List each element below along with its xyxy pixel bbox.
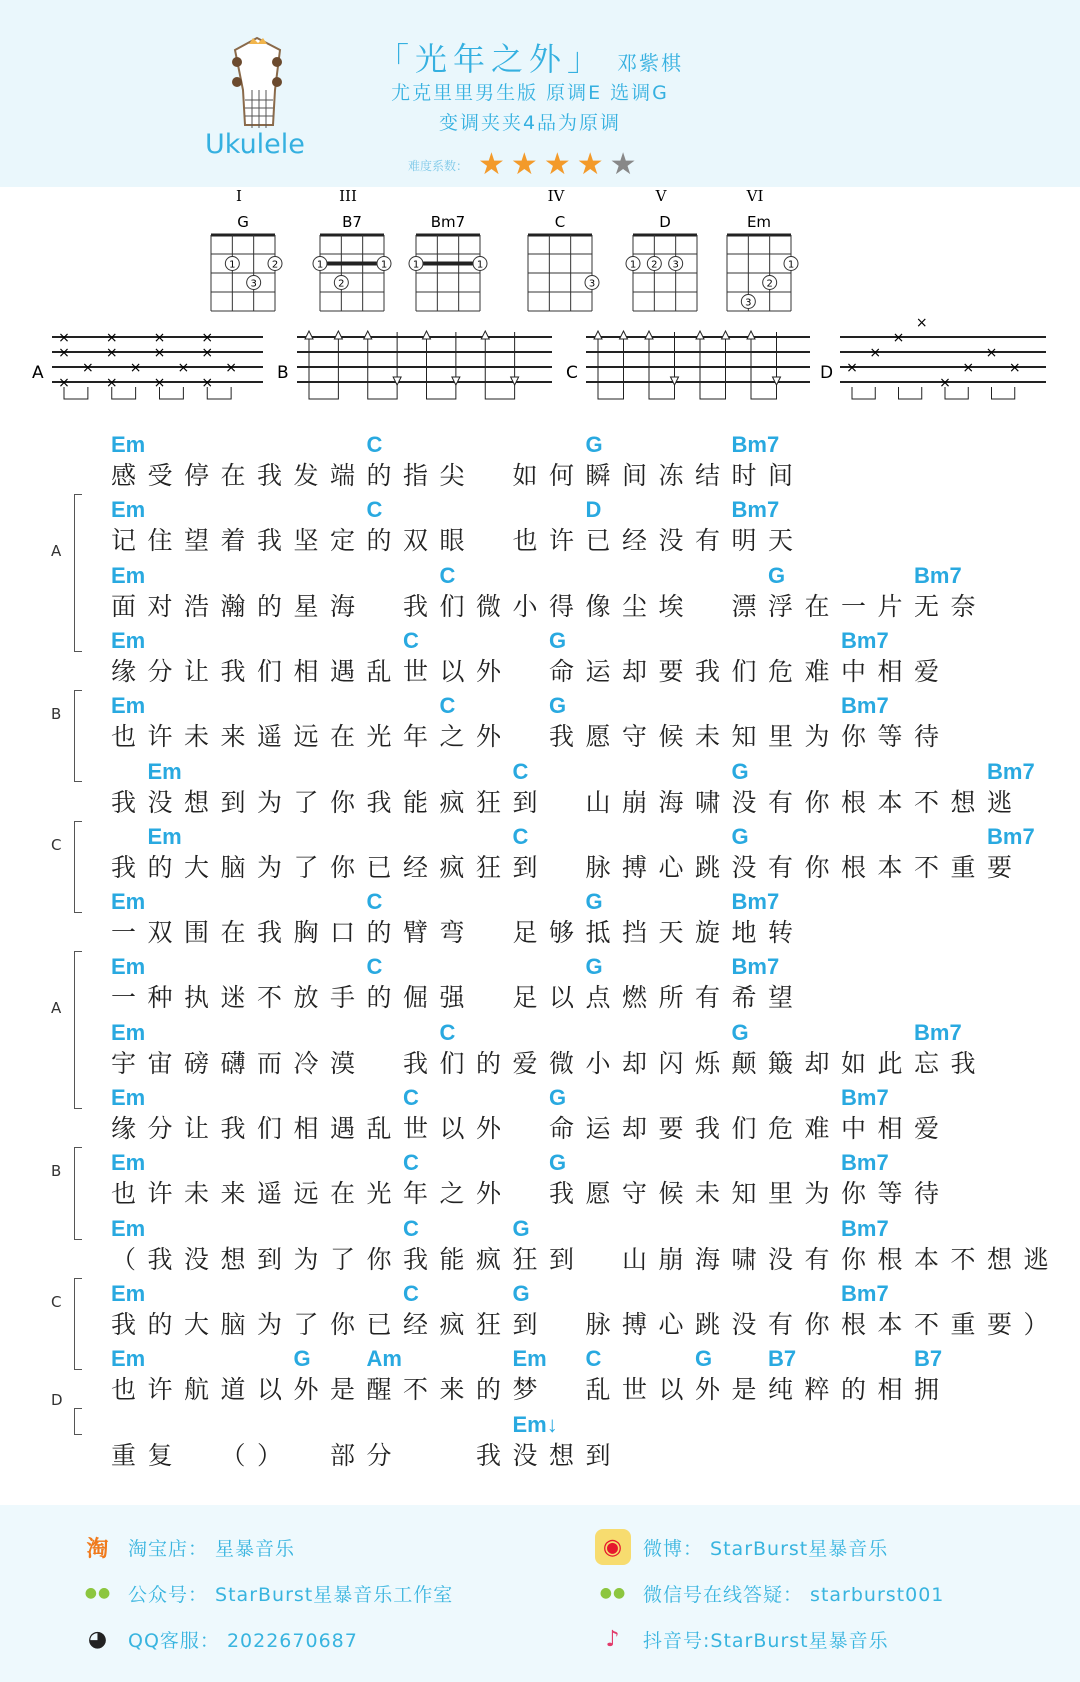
chord-label: Em bbox=[111, 954, 146, 980]
lyric-line bbox=[111, 693, 1071, 759]
svg-text:2: 2 bbox=[271, 259, 279, 271]
lyric-text: 重 复 （ ） 部 分 我 没 想 到 bbox=[111, 1440, 611, 1470]
chord-label: Em bbox=[111, 1215, 146, 1241]
chord-label: Bm7 bbox=[731, 954, 780, 980]
chord-label: Bm7 bbox=[731, 497, 780, 523]
chord-label: D bbox=[585, 497, 602, 523]
star-filled-icon: ★ bbox=[510, 147, 538, 182]
section-bracket bbox=[74, 1147, 82, 1240]
lyric-line bbox=[111, 497, 1071, 563]
svg-text:×: × bbox=[153, 345, 166, 361]
svg-text:×: × bbox=[225, 360, 237, 376]
svg-text:2: 2 bbox=[766, 278, 773, 290]
svg-text:1: 1 bbox=[229, 259, 236, 271]
chord-label: Em bbox=[147, 823, 182, 849]
svg-text:×: × bbox=[869, 345, 882, 361]
contact-item bbox=[595, 1529, 888, 1565]
svg-text:×: × bbox=[962, 360, 975, 376]
chord-label: C bbox=[366, 432, 383, 457]
contact-text: 抖音号:StarBurst星暴音乐 bbox=[643, 1629, 889, 1652]
chord-label: G bbox=[549, 1085, 567, 1110]
svg-text:×: × bbox=[201, 345, 214, 361]
lyric-line bbox=[111, 1346, 1071, 1412]
lyric-text: 宇 宙 磅 礴 而 冷 漠 我 们 的 爱 微 小 却 闪 烁 颠 簸 却 如 此 忘 我 bbox=[111, 1048, 976, 1078]
chord-diagram-D bbox=[626, 187, 697, 311]
chord-label: Em bbox=[111, 627, 146, 653]
qq-icon: ◕ bbox=[87, 1626, 109, 1652]
lyric-line bbox=[111, 1216, 1071, 1282]
title-text: 「光年之外」 bbox=[376, 40, 605, 78]
lyric-line bbox=[111, 954, 1071, 1020]
chord-label: Bm7 bbox=[841, 1215, 889, 1241]
lyric-text: 感 受 停 在 我 发 端 的 指 尖 如 何 瞬 间 冻 结 时 间 bbox=[111, 461, 794, 490]
wechat-icon: ●● bbox=[599, 1585, 627, 1601]
svg-text:×: × bbox=[58, 375, 70, 391]
lyric-text: 记 住 望 着 我 坚 定 的 双 眼 也 许 已 经 没 有 明 天 bbox=[111, 526, 794, 556]
chord-label: Bm7 bbox=[731, 889, 780, 915]
chord-label: C bbox=[585, 1346, 602, 1372]
strum-pattern-C bbox=[566, 331, 810, 399]
song-title bbox=[0, 34, 1070, 80]
svg-text:×: × bbox=[915, 315, 928, 331]
svg-text:1: 1 bbox=[629, 259, 637, 271]
lyric-text: 我 没 想 到 为 了 你 我 能 疯 狂 到 山 崩 海 啸 没 有 你 根 本 不 想 逃 bbox=[111, 787, 1013, 817]
svg-text:3: 3 bbox=[745, 297, 752, 309]
contact-text: 微信号在线答疑： starburst001 bbox=[643, 1583, 945, 1606]
svg-text:×: × bbox=[201, 375, 214, 391]
lyric-text: 也 许 未 来 遥 远 在 光 年 之 外 我 愿 守 候 未 知 里 为 你 等 待 bbox=[111, 722, 940, 752]
lyric-text: 缘 分 让 我 们 相 遇 乱 世 以 外 命 运 却 要 我 们 危 难 中 相 爱 bbox=[111, 1114, 940, 1143]
strum-label: A bbox=[32, 363, 44, 383]
header bbox=[0, 0, 1080, 187]
contact-text: 淘宝店： 星暴音乐 bbox=[128, 1537, 296, 1560]
lyric-text: （ 我 没 想 到 为 了 你 我 能 疯 狂 到 山 崩 海 啸 没 有 你 根 本 不 想 逃 bbox=[111, 1244, 1049, 1274]
chord-name: G bbox=[237, 213, 249, 231]
taobao-icon: 淘 bbox=[86, 1536, 110, 1562]
contact-text: QQ客服： 2022670687 bbox=[128, 1629, 358, 1652]
lyric-text: 一 种 执 迷 不 放 手 的 倔 强 足 以 点 燃 所 有 希 望 bbox=[111, 983, 794, 1013]
chord-label: G bbox=[731, 823, 749, 849]
chord-diagram-Bm7 bbox=[409, 213, 487, 311]
chord-label: C bbox=[439, 693, 456, 719]
lyric-line bbox=[111, 628, 1071, 694]
version-info: 尤克里里男生版 原调E 选调G bbox=[391, 82, 669, 104]
chord-label: G bbox=[731, 758, 749, 784]
chord-label: Bm7 bbox=[914, 562, 962, 588]
section-bracket bbox=[74, 1278, 82, 1371]
svg-text:3: 3 bbox=[672, 259, 679, 271]
chord-name: C bbox=[554, 213, 566, 231]
chord-label: Em bbox=[111, 1346, 146, 1372]
chord-label: Am bbox=[366, 1346, 402, 1372]
svg-text:1: 1 bbox=[787, 259, 795, 271]
section-bracket bbox=[74, 1408, 82, 1435]
svg-text:×: × bbox=[105, 345, 118, 361]
chord-label: Em bbox=[147, 758, 182, 784]
chord-label: C bbox=[512, 758, 529, 784]
chord-label: Em bbox=[111, 1085, 146, 1110]
svg-text:1: 1 bbox=[316, 259, 324, 271]
artist: 邓紫棋 bbox=[617, 51, 683, 75]
chord-diagram-G bbox=[211, 187, 282, 311]
chord-label: Bm7 bbox=[987, 758, 1035, 784]
difficulty-label: 难度系数： bbox=[408, 158, 469, 173]
douyin-icon: ♪ bbox=[605, 1626, 621, 1652]
chord-label: G bbox=[585, 889, 603, 915]
chord-label: G bbox=[695, 1346, 713, 1372]
chord-label: Em bbox=[111, 1150, 146, 1176]
chord-label: G bbox=[585, 432, 603, 457]
svg-text:×: × bbox=[1008, 360, 1021, 376]
lyric-text: 我 的 大 脑 为 了 你 已 经 疯 狂 到 脉 搏 心 跳 没 有 你 根 本 不 重 要 ） bbox=[111, 1309, 1049, 1339]
chord-label: Em bbox=[111, 432, 146, 457]
chord-label: G bbox=[549, 627, 567, 653]
svg-text:×: × bbox=[129, 360, 142, 376]
chord-diagram-B7 bbox=[313, 187, 391, 311]
strum-pattern-B bbox=[277, 331, 552, 399]
svg-text:2: 2 bbox=[338, 278, 345, 290]
chord-label: G bbox=[293, 1346, 311, 1372]
chord-degree: I bbox=[236, 187, 242, 205]
contact-text: 公众号： StarBurst星暴音乐工作室 bbox=[128, 1583, 454, 1606]
chord-label: Bm7 bbox=[841, 1150, 889, 1176]
section-bracket bbox=[74, 821, 82, 914]
contact-text: 微博： StarBurst星暴音乐 bbox=[643, 1537, 889, 1560]
chord-degree: V bbox=[655, 187, 667, 205]
chord-label: G bbox=[549, 1150, 567, 1176]
section-bracket bbox=[74, 690, 82, 783]
lyric-line bbox=[111, 563, 1071, 629]
svg-text:3: 3 bbox=[250, 278, 257, 290]
svg-text:×: × bbox=[201, 330, 214, 346]
lyric-line bbox=[111, 889, 1071, 955]
chord-label: C bbox=[439, 1019, 456, 1045]
chord-name: Em bbox=[746, 213, 772, 231]
section-label: C bbox=[51, 835, 62, 854]
chord-label: Bm7 bbox=[841, 627, 889, 653]
chord-label: Bm7 bbox=[914, 1019, 962, 1045]
chord-diagram-C bbox=[528, 187, 599, 311]
difficulty-rating bbox=[408, 147, 637, 182]
lyric-line bbox=[111, 432, 1071, 498]
chord-degree: III bbox=[339, 187, 357, 205]
section-bracket bbox=[74, 951, 82, 1109]
svg-text:×: × bbox=[846, 360, 858, 376]
lyric-text: 缘 分 让 我 们 相 遇 乱 世 以 外 命 运 却 要 我 们 危 难 中 相 爱 bbox=[111, 656, 940, 686]
chord-label: C bbox=[403, 1280, 419, 1306]
weibo-icon: ◉ bbox=[595, 1529, 631, 1565]
chord-diagram-Em bbox=[727, 187, 798, 311]
svg-text:×: × bbox=[153, 330, 166, 346]
lyric-line bbox=[111, 1020, 1071, 1086]
chord-label: B7 bbox=[768, 1346, 797, 1372]
chord-label: Em↓ bbox=[512, 1411, 558, 1437]
lyric-line bbox=[111, 1150, 1071, 1216]
svg-text:×: × bbox=[105, 375, 118, 391]
chord-label: Bm7 bbox=[841, 693, 889, 719]
strum-label: D bbox=[820, 363, 834, 383]
svg-text:1: 1 bbox=[476, 259, 484, 271]
section-label: B bbox=[51, 705, 62, 724]
chord-label: C bbox=[512, 823, 529, 849]
chord-label: C bbox=[403, 1215, 419, 1241]
star-filled-icon: ★ bbox=[543, 147, 571, 182]
contact-item bbox=[80, 1621, 358, 1657]
capo-info: 变调夹夹4品为原调 bbox=[438, 112, 622, 134]
chord-label: Em bbox=[512, 1346, 547, 1372]
chord-label: G bbox=[549, 693, 567, 719]
chord-name: B7 bbox=[342, 213, 362, 231]
chord-label: C bbox=[366, 497, 383, 523]
svg-text:×: × bbox=[58, 345, 70, 361]
chord-label: Em bbox=[111, 693, 146, 719]
chord-label: G bbox=[512, 1280, 530, 1306]
svg-text:×: × bbox=[105, 330, 118, 346]
section-label: D bbox=[51, 1390, 63, 1409]
chord-degree: IV bbox=[547, 187, 565, 205]
chord-degree: VI bbox=[746, 187, 764, 205]
strum-label: B bbox=[277, 363, 289, 383]
lyric-line bbox=[111, 1085, 1071, 1151]
lyric-line bbox=[111, 759, 1071, 825]
svg-text:1: 1 bbox=[380, 259, 388, 271]
chord-name: D bbox=[659, 213, 671, 231]
lyric-text: 我 的 大 脑 为 了 你 已 经 疯 狂 到 脉 搏 心 跳 没 有 你 根 本 不 重 要 bbox=[111, 852, 1013, 882]
chord-label: C bbox=[366, 954, 383, 980]
section-label: A bbox=[51, 999, 62, 1018]
chord-name: Bm7 bbox=[430, 213, 466, 231]
lyric-text: 面 对 浩 瀚 的 星 海 我 们 微 小 得 像 尘 埃 漂 浮 在 一 片 无 奈 bbox=[111, 591, 976, 621]
section-bracket bbox=[74, 494, 82, 652]
chord-label: Bm7 bbox=[841, 1085, 889, 1110]
chord-label: G bbox=[585, 954, 603, 980]
lyric-text: 也 许 航 道 以 外 是 醒 不 来 的 梦 乱 世 以 外 是 纯 粹 的 相 拥 bbox=[111, 1375, 940, 1405]
chord-label: B7 bbox=[914, 1346, 943, 1372]
chord-label: G bbox=[768, 562, 786, 588]
star-filled-icon: ★ bbox=[478, 147, 505, 182]
svg-text:2: 2 bbox=[651, 259, 658, 271]
star-filled-icon: ★ bbox=[576, 147, 604, 182]
chord-label: C bbox=[439, 562, 456, 588]
footer-contacts bbox=[0, 1505, 1080, 1682]
chord-label: C bbox=[403, 627, 419, 653]
strum-pattern-D bbox=[820, 315, 1046, 399]
chord-label: Bm7 bbox=[841, 1280, 889, 1306]
contact-item bbox=[595, 1621, 889, 1657]
svg-text:×: × bbox=[153, 375, 166, 391]
chord-label: C bbox=[403, 1085, 419, 1110]
section-label: C bbox=[51, 1292, 62, 1311]
chord-label: Bm7 bbox=[731, 432, 780, 457]
logo-text: Ukulele bbox=[205, 129, 305, 160]
chord-label: Bm7 bbox=[987, 823, 1035, 849]
section-label: B bbox=[51, 1162, 62, 1181]
chord-label: Em bbox=[111, 497, 146, 523]
chord-label: G bbox=[731, 1019, 749, 1045]
svg-text:×: × bbox=[985, 345, 998, 361]
star-empty-icon: ★ bbox=[609, 147, 637, 182]
chord-label: G bbox=[512, 1215, 530, 1241]
chord-label: Em bbox=[111, 1280, 146, 1306]
strum-label: C bbox=[566, 363, 578, 383]
section-label: A bbox=[51, 541, 62, 560]
svg-text:×: × bbox=[82, 360, 94, 376]
contact-item bbox=[595, 1575, 944, 1611]
chord-and-strum-diagrams bbox=[0, 187, 1080, 417]
chord-label: Em bbox=[111, 562, 146, 588]
chord-label: Em bbox=[111, 889, 146, 915]
svg-text:×: × bbox=[939, 375, 951, 391]
svg-text:×: × bbox=[58, 330, 70, 346]
lyric-line bbox=[111, 1412, 1071, 1478]
svg-text:×: × bbox=[177, 360, 190, 376]
contact-item bbox=[80, 1529, 295, 1565]
strum-pattern-A bbox=[32, 330, 263, 399]
lyric-text: 一 双 围 在 我 胸 口 的 臂 弯 足 够 抵 挡 天 旋 地 转 bbox=[111, 918, 794, 948]
chord-label: C bbox=[366, 889, 383, 915]
chord-label: C bbox=[403, 1150, 419, 1176]
svg-text:1: 1 bbox=[412, 259, 420, 271]
lyric-line bbox=[111, 1281, 1071, 1347]
svg-text:×: × bbox=[892, 330, 905, 346]
chord-label: Em bbox=[111, 1019, 146, 1045]
lyric-text: 也 许 未 来 遥 远 在 光 年 之 外 我 愿 守 候 未 知 里 为 你 等 待 bbox=[111, 1179, 940, 1209]
contact-item bbox=[80, 1575, 453, 1611]
lyric-line bbox=[111, 824, 1071, 890]
svg-text:3: 3 bbox=[588, 278, 596, 290]
wechat-icon: ●● bbox=[84, 1585, 112, 1601]
